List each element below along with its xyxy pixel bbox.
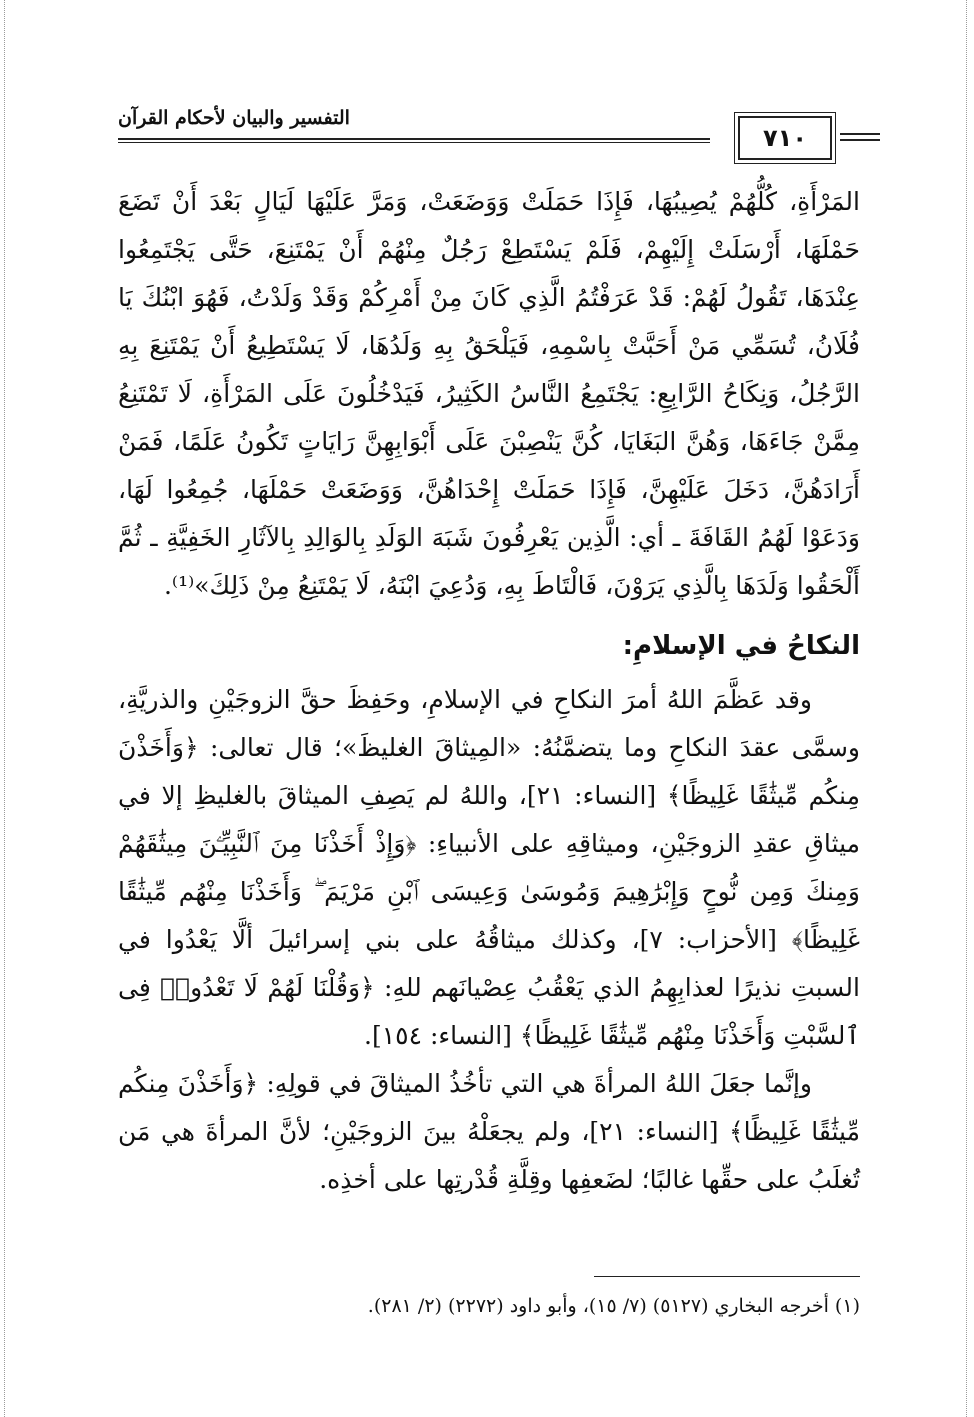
running-title: التفسير والبيان لأحكام القرآن: [118, 107, 350, 129]
left-scan-edge: [4, 0, 5, 1417]
right-scan-edge: [966, 0, 967, 1417]
header-ornament-line-2: [840, 139, 880, 141]
header-ornament-line: [840, 133, 880, 135]
header-rule-thin: [118, 142, 710, 143]
page-number: ٧١٠: [738, 116, 832, 160]
paragraph-hadith-continuation: المَرْأَةِ، كُلُّهُمْ يُصِيبُهَا، فَإِذَا حَمَلَتْ وَوَضَعَتْ، وَمَرَّ عَلَيْهَا لَيَالٍ بَعْدَ أَنْ تَضَعَ حَمْلَهَا، أَرْسَلَتْ إِلَيْهِمْ، فَلَمْ يَسْتَطِعْ رَجُلٌ مِنْهُمْ أَنْ يَمْتَنِعَ، حَتَّى يَجْتَمِعُوا عِنْدَهَا، تَقُولُ لَهُمْ: قَدْ عَرَفْتُمُ الَّذِي كَانَ مِنْ أَمْرِكُمْ وَقَدْ وَلَدْتُ، فَهُوَ ابْنُكَ يَا فُلَانُ، تُسَمِّي مَنْ أَحَبَّتْ بِاسْمِهِ، فَيَلْحَقُ بِهِ وَلَدُهَا، لَا يَسْتَطِيعُ أَنْ يَمْتَنِعَ بِهِ الرَّجُلُ، وَنِكَاحُ الرَّابِعِ: يَجْتَمِعُ النَّاسُ الكَثِيرُ، فَيَدْخُلُونَ عَلَى المَرْأَةِ، لَا تَمْتَنِعُ مِمَّنْ جَاءَهَا، وَهُنَّ البَغَايَا، كُنَّ يَنْصِبْنَ عَلَى أَبْوَابِهِنَّ رَايَاتٍ تَكُونُ عَلَمًا، فَمَنْ أَرَادَهُنَّ، دَخَلَ عَلَيْهِنَّ، فَإِذَا حَمَلَتْ إِحْدَاهُنَّ، وَوَضَعَتْ حَمْلَهَا، جُمِعُوا لَهَا، وَدَعَوْا لَهُمُ القَافَةَ ـ أي: الَّذِين يَعْرِفُونَ شَبَهَ الوَلَدِ بِالوَالِدِ بِالآثَارِ الخَفِيَّةِ ـ ثُمَّ أَلْحَقُوا وَلَدَهَا بِالَّذِي يَرَوْنَ، فَالْتَاطَ بِهِ، وَدُعِيَ ابْنَهُ، لَا يَمْتَنِعُ مِنْ ذَلِكَ»⁽¹⁾.: [118, 187, 860, 600]
main-text: [118, 178, 860, 1204]
page-header: [118, 96, 860, 166]
section-heading: النكاحُ في الإسلامِ:: [622, 631, 860, 661]
footnote: (١) أخرجه البخاري (٥١٢٧) (٧/ ١٥)، وأبو داود (٢٢٧٢) (٢/ ٢٨١).: [367, 1295, 860, 1317]
footnote-separator: [594, 1276, 860, 1277]
header-rule: [118, 138, 710, 140]
paragraph-marriage-covenant: وقد عَظَّمَ اللهُ أمرَ النكاحِ في الإسلامِ، وحَفِظَ حقَّ الزوجَيْنِ والذريَّةِ، وسمَّى عقدَ النكاحِ وما يتضمَّنُهُ: «المِيثاقَ الغليظَ»؛ قال تعالى: ﴿وَأَخَذْنَ مِنكُم مِّيثَٰقًا غَلِيظًا﴾ [النساء: ٢١]، واللهُ لم يَصِفِ الميثاقَ بالغليظِ إلا في ميثاقِ عقدِ الزوجَيْنِ، وميثاقِهِ على الأنبياءِ: ﴿وَإِذْ أَخَذْنَا مِنَ ٱلنَّبِيِّـۧنَ مِيثَٰقَهُمْ وَمِنكَ وَمِن نُّوحٍ وَإِبْرَٰهِيمَ وَمُوسَىٰ وَعِيسَى ٱبْنِ مَرْيَمَ ۖ وَأَخَذْنَا مِنْهُم مِّيثَٰقًا غَلِيظًا﴾ [الأحزاب: ٧]، وكذلك ميثاقُهُ على بني إسرائيلَ ألَّا يَعْدُوا في السبتِ نذيرًا لعذابِهِمُ الذي يَعْقُبُ عِصْيانَهم للهِ: ﴿وَقُلْنَا لَهُمْ لَا تَعْدُوا۟ فِى ٱلسَّبْتِ وَأَخَذْنَا مِنْهُم مِّيثَٰقًا غَلِيظًا﴾ [النساء: ١٥٤].: [118, 685, 860, 1050]
paragraph-woman-covenant: وإنَّما جعَلَ اللهُ المرأةَ هي التي تأخُذُ الميثاقَ في قولِهِ: ﴿وَأَخَذْنَ مِنكُم مِّيثَٰقًا غَلِيظًا﴾ [النساء: ٢١]، ولم يجعَلْهُ بينَ الزوجَيْنِ؛ لأنَّ المرأةَ هي مَن تُغلَبُ على حقِّها غالبًا؛ لضَعفِها وقِلَّةِ قُدْرتِها على أخذِه.: [118, 1069, 860, 1194]
